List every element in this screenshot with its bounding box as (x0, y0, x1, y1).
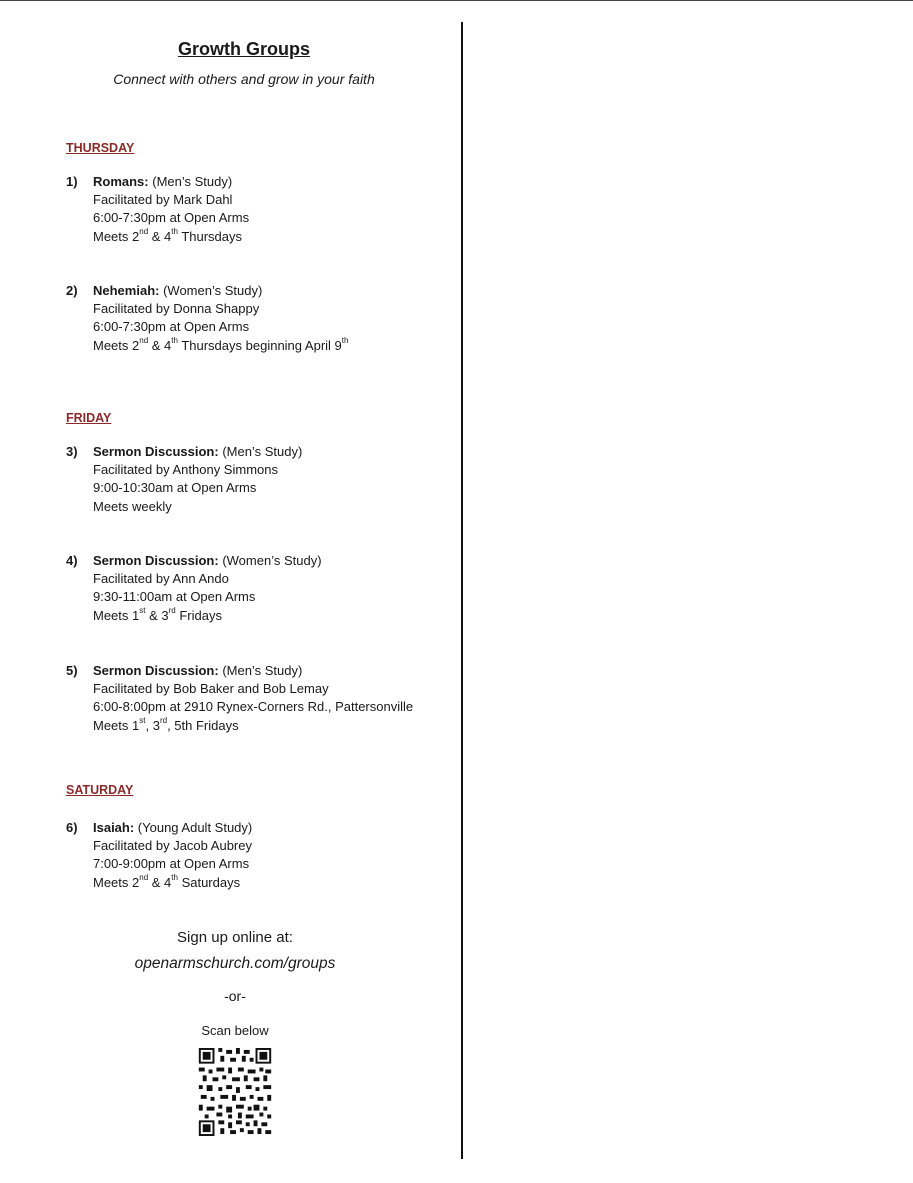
group-time: 6:00-8:00pm at 2910 Rynex-Corners Rd., Pattersonville (93, 699, 414, 715)
group-title-line (93, 282, 348, 300)
group-title-line (93, 173, 249, 191)
group-name: Nehemiah: (93, 283, 160, 298)
page-subtitle: Connect with others and grow in your faith (113, 71, 375, 87)
group-meets: Meets 2nd & 4th Thursdays beginning April 9th (93, 336, 349, 353)
group-type: (Men’s Study) (148, 174, 233, 189)
group-meets: Meets 1st & 3rd Fridays (93, 606, 222, 623)
day-heading-saturday: SATURDAY (66, 783, 134, 797)
group-time: 9:00-10:30am at Open Arms (93, 480, 257, 496)
signup-label: Sign up online at: (177, 929, 293, 946)
group-time: 7:00-9:00pm at Open Arms (93, 856, 250, 872)
group-type: (Men’s Study) (218, 444, 303, 459)
group-number: 3) (66, 444, 78, 459)
group-title-line (93, 819, 252, 837)
day-heading-thursday: THURSDAY (66, 141, 135, 155)
group-name: Sermon Discussion: (93, 553, 219, 568)
group-name: Isaiah: (93, 820, 135, 835)
group-facilitator: Facilitated by Bob Baker and Bob Lemay (93, 681, 329, 697)
group-meets: Meets weekly (93, 498, 172, 514)
group-type: (Women’s Study) (159, 283, 263, 298)
group-type: (Men’s Study) (218, 663, 303, 678)
group-number: 5) (66, 663, 78, 678)
group-number: 1) (66, 174, 78, 189)
day-heading-friday: FRIDAY (66, 411, 112, 425)
group-time: 6:00-7:30pm at Open Arms (93, 319, 250, 335)
group-title-line (93, 552, 322, 570)
group-meets: Meets 2nd & 4th Thursdays (93, 227, 243, 244)
group-number: 6) (66, 820, 78, 835)
group-meets: Meets 2nd & 4th Saturdays (93, 873, 241, 890)
group-type: (Women’s Study) (218, 553, 322, 568)
page-title: Growth Groups (178, 39, 310, 59)
group-facilitator: Facilitated by Anthony Simmons (93, 462, 278, 478)
group-name: Romans: (93, 174, 149, 189)
group-name: Sermon Discussion: (93, 444, 219, 459)
group-time: 9:30-11:00am at Open Arms (93, 589, 256, 605)
group-name: Sermon Discussion: (93, 663, 219, 678)
group-number: 2) (66, 283, 78, 298)
scan-label: Scan below (201, 1023, 269, 1038)
group-facilitator: Facilitated by Jacob Aubrey (93, 838, 252, 854)
group-title-line (93, 443, 302, 461)
group-facilitator: Facilitated by Mark Dahl (93, 192, 233, 208)
or-separator: -or- (224, 988, 246, 1004)
group-time: 6:00-7:30pm at Open Arms (93, 210, 250, 226)
group-number: 4) (66, 553, 78, 568)
group-type: (Young Adult Study) (134, 820, 253, 835)
qr-code-icon (198, 1048, 272, 1136)
signup-url-link[interactable]: openarmschurch.com/groups (134, 955, 336, 972)
group-title-line (93, 662, 413, 680)
group-facilitator: Facilitated by Ann Ando (93, 571, 229, 587)
group-facilitator: Facilitated by Donna Shappy (93, 301, 260, 317)
group-meets: Meets 1st, 3rd, 5th Fridays (93, 716, 239, 733)
